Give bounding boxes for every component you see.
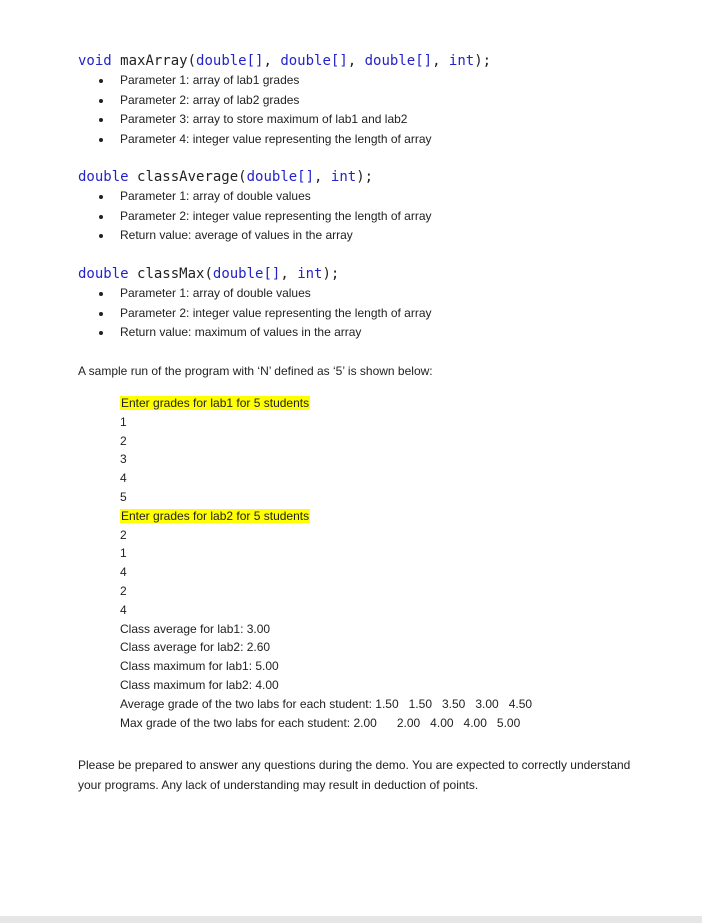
function-name: classAverage	[137, 169, 239, 185]
closing-note: Please be prepared to answer any questions during the demo. You are expected to correctly understand your programs. Any lack of understanding may result in deduction of points.	[78, 758, 631, 792]
arg-type: double[]	[280, 53, 348, 69]
list-item: Parameter 1: array of lab1 grades	[96, 71, 432, 91]
list-item: Parameter 2: integer value representing the length of array	[96, 304, 432, 324]
close-paren: );	[356, 169, 374, 185]
lab1-input: 1	[120, 414, 127, 429]
signature-classaverage: double classAverage(double[], int);	[78, 169, 374, 185]
sample-intro: A sample run of the program with ‘N’ defined as ‘5’ is shown below:	[78, 364, 433, 378]
output-line: Class average for lab2: 2.60	[120, 640, 271, 655]
open-paren: (	[238, 169, 247, 185]
lab1-input: 2	[120, 433, 127, 448]
arg-type: double[]	[212, 266, 281, 282]
close-paren: );	[322, 266, 340, 282]
lab2-input: 2	[120, 527, 127, 542]
return-type: double	[78, 266, 129, 282]
output-line: Class average for lab1: 3.00	[120, 621, 271, 636]
close-paren: );	[474, 53, 492, 69]
output-line: Class maximum for lab1: 5.00	[120, 659, 279, 674]
lab1-input: 3	[120, 452, 127, 467]
list-item: Parameter 1: array of double values	[96, 284, 432, 304]
arg-type: int	[297, 266, 323, 282]
arg-type: int	[330, 169, 357, 185]
sample-run	[120, 394, 532, 732]
list-item: Parameter 2: array of lab2 grades	[96, 91, 432, 111]
list-item: Parameter 3: array to store maximum of lab1 and lab2	[96, 110, 432, 130]
list-item: Return value: maximum of values in the array	[96, 323, 432, 343]
lab2-prompt: Enter grades for lab2 for 5 students	[121, 508, 310, 523]
classaverage-param-list	[96, 187, 432, 246]
return-type: double	[78, 169, 129, 185]
arg-type: int	[448, 53, 475, 69]
lab1-input: 5	[120, 489, 127, 504]
maxarray-param-list	[96, 71, 432, 149]
list-item: Return value: average of values in the array	[96, 226, 432, 246]
function-name: classMax	[137, 266, 205, 282]
lab1-input: 4	[120, 471, 127, 486]
arg-type: double[]	[196, 53, 264, 69]
lab2-input: 2	[120, 583, 127, 598]
output-line: Average grade of the two labs for each student: 1.50 1.50 3.50 3.00 4.50	[120, 696, 533, 711]
lab2-input: 4	[120, 565, 127, 580]
arg-type: double[]	[246, 169, 315, 185]
classmax-param-list	[96, 284, 432, 343]
arg-type: double[]	[364, 53, 433, 69]
bottom-scroll-edge	[0, 916, 702, 923]
signature-maxarray: void maxArray(double[], double[], double[], int);	[78, 53, 492, 69]
list-item: Parameter 4: integer value representing the length of array	[96, 130, 432, 150]
open-paren: (	[187, 53, 197, 69]
function-name: maxArray	[120, 53, 188, 69]
output-line: Max grade of the two labs for each student: 2.00 2.00 4.00 4.00 5.00	[120, 715, 521, 730]
lab2-input: 4	[120, 602, 127, 617]
open-paren: (	[204, 266, 213, 282]
output-line: Class maximum for lab2: 4.00	[120, 677, 279, 692]
return-type: void	[78, 53, 112, 69]
list-item: Parameter 2: integer value representing the length of array	[96, 207, 432, 227]
list-item: Parameter 1: array of double values	[96, 187, 432, 207]
lab1-prompt: Enter grades for lab1 for 5 students	[121, 396, 310, 410]
signature-classmax: double classMax(double[], int);	[78, 266, 340, 282]
lab2-input: 1	[120, 546, 127, 561]
